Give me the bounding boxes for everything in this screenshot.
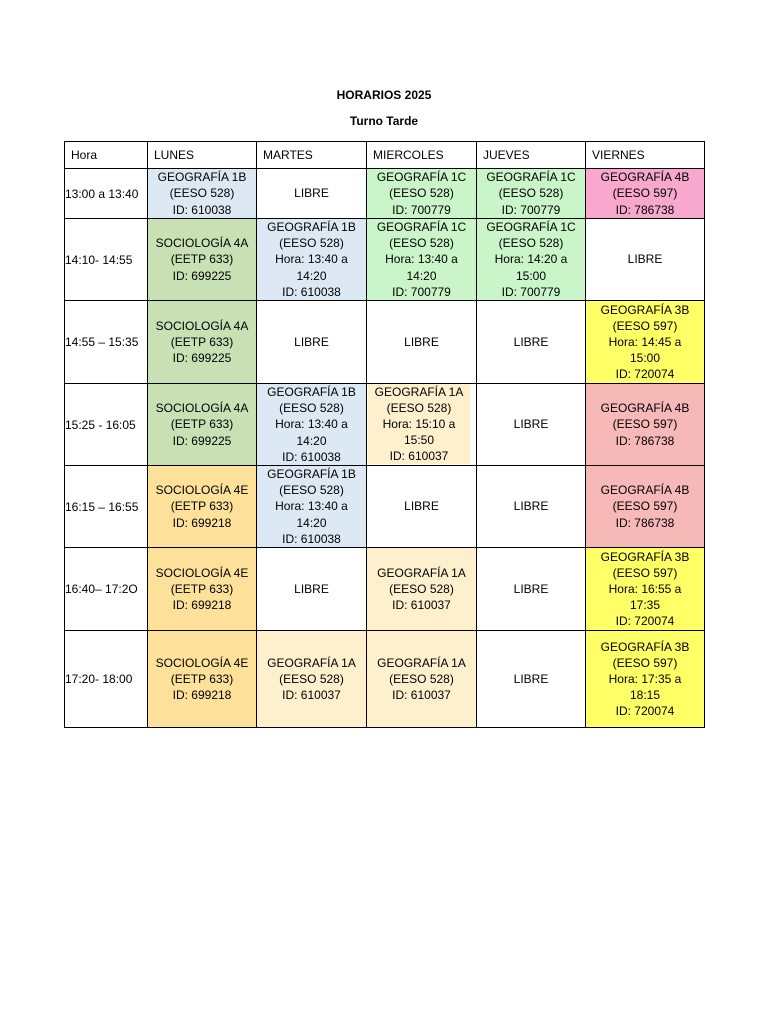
class-cell-viernes [586, 548, 705, 631]
cell-text: ID: 786738 [615, 202, 675, 217]
cell-text: LIBRE [404, 334, 439, 349]
cell-text: (EESO 528) [169, 186, 235, 201]
header-martes: MARTES [257, 142, 367, 169]
subject-label: SOCIOLOGÍA 4E [155, 483, 249, 498]
cell-text: (EESO 597) [612, 499, 678, 514]
cell-text: (EETP 633) [170, 334, 234, 349]
time-cell: 14:55 – 15:35 [65, 301, 148, 384]
cell-text: ID: 700779 [392, 202, 451, 217]
table-row [65, 219, 705, 301]
cell-text: (EETP 633) [170, 671, 234, 686]
cell-text: 15:00 [629, 351, 661, 366]
class-cell-jueves [477, 219, 586, 301]
cell-text: ID: 786738 [615, 433, 675, 448]
class-cell-jueves [477, 548, 586, 631]
cell-text: Hora: 16:55 a [608, 581, 682, 596]
class-cell-lunes [148, 219, 257, 301]
subject-label: GEOGRAFÍA 1A [374, 384, 464, 399]
subject-label: GEOGRAFÍA 1B [267, 220, 356, 234]
cell-text: (EESO 597) [612, 318, 678, 333]
header-miercoles: MIERCOLES [367, 142, 477, 169]
table-row [65, 466, 705, 548]
table-row [65, 169, 705, 219]
subject-label: GEOGRAFÍA 1A [377, 655, 466, 670]
class-cell-jueves [477, 301, 586, 384]
cell-text: LIBRE [513, 499, 549, 514]
cell-text: Hora: 14:45 a [608, 334, 682, 349]
cell-text: ID: 610038 [282, 531, 341, 546]
class-cell-martes [257, 548, 367, 631]
cell-text: ID: 699218 [172, 515, 232, 530]
class-cell-miercoles [367, 169, 477, 219]
class-cell-martes [257, 169, 367, 219]
subject-label: GEOGRAFÍA 1A [267, 655, 356, 670]
subject-label: GEOGRAFÍA 1C [486, 220, 576, 234]
class-cell-jueves [477, 466, 586, 548]
document-title: HORARIOS 2025 [336, 88, 432, 102]
cell-text: (EESO 528) [279, 236, 344, 251]
class-cell-miercoles [367, 548, 477, 631]
cell-text: LIBRE [404, 499, 439, 514]
cell-text: ID: 786738 [615, 515, 675, 530]
cell-text: ID: 610037 [392, 688, 451, 703]
class-cell-jueves [477, 169, 586, 219]
subject-label: GEOGRAFÍA 4B [600, 483, 690, 498]
class-cell-viernes [586, 466, 705, 548]
class-cell-martes [257, 466, 367, 548]
class-cell-lunes [148, 466, 257, 548]
time-cell: 16:40– 17:2O [65, 548, 148, 631]
subject-label: GEOGRAFÍA 3B [600, 639, 690, 654]
class-cell-viernes [586, 301, 705, 384]
header-hora: Hora [65, 142, 148, 169]
subject-label: SOCIOLOGÍA 4A [155, 318, 249, 333]
header-jueves: JUEVES [477, 142, 586, 169]
cell-text: 18:15 [629, 688, 661, 703]
cell-text: ID: 610038 [282, 449, 341, 464]
document-subtitle: Turno Tarde [349, 114, 419, 128]
cell-text: (EESO 528) [279, 401, 344, 416]
class-cell-lunes [148, 301, 257, 384]
cell-text: 15:00 [515, 268, 547, 283]
cell-text: 15:50 [403, 433, 435, 448]
subject-label: SOCIOLOGÍA 4E [155, 565, 249, 580]
cell-text: LIBRE [294, 186, 329, 201]
cell-text: ID: 700779 [501, 202, 561, 217]
class-cell-viernes [586, 384, 705, 466]
cell-text: ID: 699225 [172, 433, 232, 448]
cell-text: (EETP 633) [170, 581, 234, 596]
cell-text: LIBRE [513, 581, 549, 596]
cell-text: (EESO 528) [279, 671, 344, 686]
class-cell-miercoles [367, 301, 477, 384]
cell-text: Hora: 15:10 a [382, 416, 456, 431]
cell-text: ID: 610038 [282, 284, 341, 299]
class-cell-martes [257, 219, 367, 301]
class-cell-viernes [586, 219, 705, 301]
time-cell: 17:20- 18:00 [65, 631, 148, 728]
cell-text: ID: 699225 [172, 351, 232, 366]
cell-text: LIBRE [294, 334, 329, 349]
cell-text: 14:20 [296, 515, 327, 530]
cell-text: Hora: 14:20 a [494, 252, 568, 267]
subject-label: GEOGRAFÍA 1C [376, 170, 467, 185]
cell-text: ID: 699225 [172, 268, 232, 283]
table-row [65, 548, 705, 631]
cell-text: 17:35 [629, 598, 661, 613]
cell-text: ID: 699218 [172, 688, 232, 703]
subject-label: GEOGRAFÍA 1B [267, 385, 356, 400]
cell-text: (EESO 528) [279, 483, 344, 498]
class-cell-martes [257, 384, 367, 466]
subject-label: GEOGRAFÍA 1C [486, 170, 576, 185]
table-row [65, 301, 705, 384]
cell-text: ID: 610038 [172, 202, 232, 217]
subject-label: GEOGRAFÍA 4B [600, 401, 690, 416]
class-cell-viernes [586, 169, 705, 219]
class-cell-jueves [477, 631, 586, 728]
cell-text: ID: 700779 [501, 284, 561, 299]
cell-text: (EESO 597) [612, 655, 678, 670]
time-cell: 15:25 - 16:05 [65, 384, 148, 466]
subject-label: GEOGRAFÍA 1C [376, 220, 467, 234]
time-cell: 16:15 – 16:55 [65, 466, 148, 548]
time-cell: 14:10- 14:55 [65, 219, 148, 301]
cell-text: ID: 610037 [392, 598, 451, 613]
cell-text: (EESO 528) [498, 186, 564, 201]
cell-text: (EETP 633) [170, 499, 234, 514]
cell-text: (EESO 597) [612, 565, 678, 580]
cell-text: 14:20 [406, 268, 437, 283]
header-lunes: LUNES [148, 142, 257, 169]
subject-label: GEOGRAFÍA 1A [377, 565, 466, 580]
cell-text: (EETP 633) [170, 252, 234, 267]
schedule-table [64, 141, 705, 728]
table-row [65, 631, 705, 728]
class-cell-miercoles [367, 384, 477, 466]
cell-text: ID: 610037 [282, 688, 341, 703]
cell-text: LIBRE [294, 581, 329, 596]
class-cell-martes [257, 301, 367, 384]
subject-label: SOCIOLOGÍA 4A [155, 236, 249, 251]
cell-text: ID: 700779 [392, 284, 451, 299]
class-cell-lunes [148, 548, 257, 631]
subject-label: GEOGRAFÍA 1B [157, 170, 247, 185]
cell-text: LIBRE [513, 334, 549, 349]
subject-label: GEOGRAFÍA 4B [600, 170, 690, 185]
cell-text: (EESO 597) [612, 417, 678, 432]
subject-label: GEOGRAFÍA 1B [267, 467, 356, 482]
cell-text: Hora: 13:40 a [385, 252, 458, 267]
class-cell-lunes [148, 631, 257, 728]
cell-text: (EESO 528) [389, 236, 454, 251]
cell-highlight [368, 384, 470, 464]
cell-text: ID: 699218 [172, 598, 232, 613]
subject-label: SOCIOLOGÍA 4E [155, 655, 249, 670]
subject-label: GEOGRAFÍA 3B [600, 549, 690, 564]
cell-text: (EESO 528) [389, 186, 454, 201]
cell-text: Hora: 13:40 a [275, 499, 348, 514]
subject-label: GEOGRAFÍA 3B [600, 302, 690, 317]
cell-text: LIBRE [627, 252, 663, 267]
cell-text: ID: 720074 [615, 704, 675, 719]
cell-text: LIBRE [513, 417, 549, 432]
cell-text: ID: 720074 [615, 614, 675, 629]
class-cell-miercoles [367, 631, 477, 728]
cell-text: Hora: 17:35 a [608, 671, 682, 686]
cell-text: (EESO 528) [386, 400, 452, 415]
class-cell-lunes [148, 169, 257, 219]
cell-text: Hora: 13:40 a [275, 417, 348, 432]
cell-text: ID: 610037 [389, 449, 449, 464]
cell-text: (EESO 528) [498, 236, 564, 251]
cell-text: (EESO 528) [389, 581, 454, 596]
header-viernes: VIERNES [586, 142, 705, 169]
cell-text: 14:20 [296, 433, 327, 448]
class-cell-lunes [148, 384, 257, 466]
cell-text: (EESO 597) [612, 186, 678, 201]
cell-text: 14:20 [296, 268, 327, 283]
subject-label: SOCIOLOGÍA 4A [155, 401, 249, 416]
cell-text: LIBRE [513, 671, 549, 686]
class-cell-miercoles [367, 219, 477, 301]
time-cell: 13:00 a 13:40 [65, 169, 148, 219]
class-cell-jueves [477, 384, 586, 466]
class-cell-martes [257, 631, 367, 728]
header-row [65, 142, 705, 169]
cell-text: ID: 720074 [615, 367, 675, 382]
class-cell-viernes [586, 631, 705, 728]
class-cell-miercoles [367, 466, 477, 548]
cell-text: (EESO 528) [389, 671, 454, 686]
cell-text: (EETP 633) [170, 417, 234, 432]
table-row [65, 384, 705, 466]
cell-text: Hora: 13:40 a [275, 252, 348, 267]
